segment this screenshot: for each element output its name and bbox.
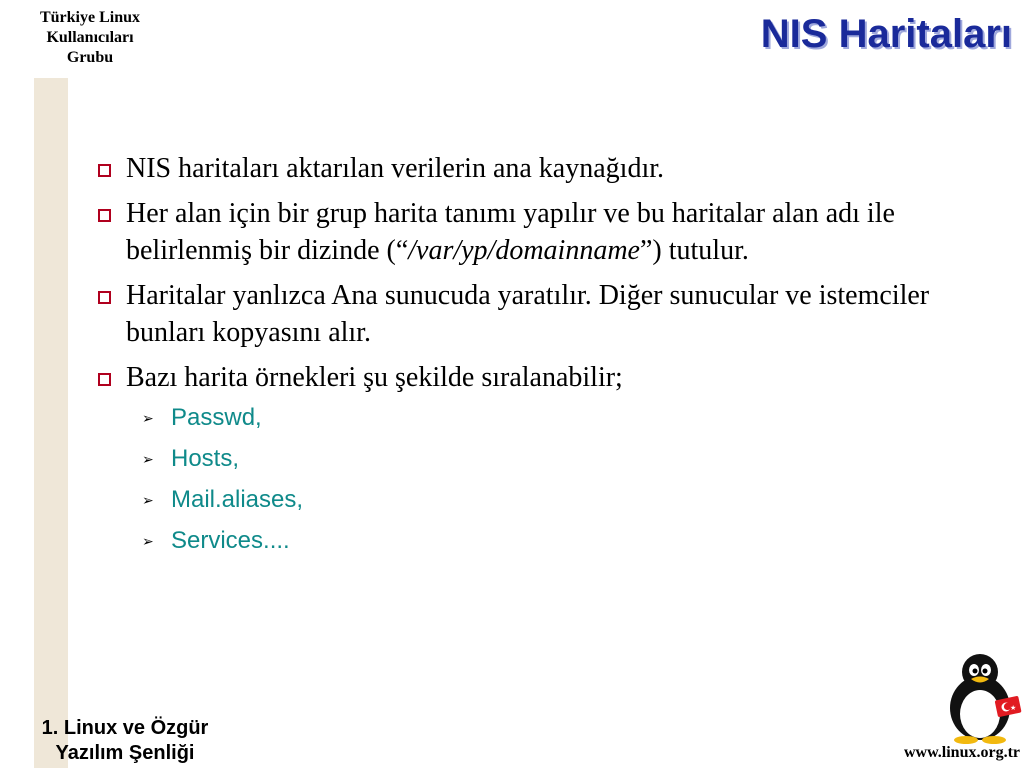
side-bar [34,78,68,768]
sub-item [142,525,962,557]
sub-item-text: Hosts, [171,445,240,472]
event-line-2: Yazılım Şenliği [55,742,195,764]
sub-item-text: Services.... [171,527,290,554]
website-url: www.linux.org.tr [904,744,1020,761]
event-line-1: 1. Linux ve Özgür [41,717,209,739]
bullet-text: ”) tutulur. [640,235,749,266]
bullet-text: Haritalar yanlızca Ana sunucuda yaratılır. Diğer sunucular ve istemciler bunları kopyasını alır. [126,280,930,348]
arrow-bullet-icon: ➢ [142,410,154,426]
bullet-text: Her alan için bir grup harita tanımı yapılır ve bu haritalar alan adı ile belirlenmiş bir dizinde (“ [126,198,895,266]
square-bullet-icon [98,291,111,304]
bullet-text: NIS haritaları aktarılan verilerin ana kaynağıdır. [126,153,665,184]
slide-content [92,150,962,566]
sub-item [142,402,962,434]
bullet-item [92,277,962,351]
bullet-item [92,359,962,396]
event-name [0,716,250,766]
org-line-1: Türkiye Linux [39,9,141,26]
square-bullet-icon [98,209,111,222]
domain-path: /var/yp/domainname [408,235,640,266]
sub-item [142,443,962,475]
bullet-item [92,150,962,187]
sub-item-text: Mail.aliases, [171,486,304,513]
svg-text:★: ★ [1010,704,1017,712]
slide-title: NIS Haritaları [760,12,1012,56]
square-bullet-icon [98,373,111,386]
org-name [0,8,180,68]
org-line-2: Kullanıcıları [46,29,134,46]
org-line-3: Grubu [66,49,114,66]
bullet-item [92,195,962,269]
bullet-text: Bazı harita örnekleri şu şekilde sıralanabilir; [126,362,623,393]
square-bullet-icon [98,164,111,177]
arrow-bullet-icon: ➢ [142,492,154,508]
tux-penguin-logo-icon [940,652,1024,744]
arrow-bullet-icon: ➢ [142,533,154,549]
sub-item [142,484,962,516]
arrow-bullet-icon: ➢ [142,451,154,467]
sub-item-text: Passwd, [171,404,262,431]
